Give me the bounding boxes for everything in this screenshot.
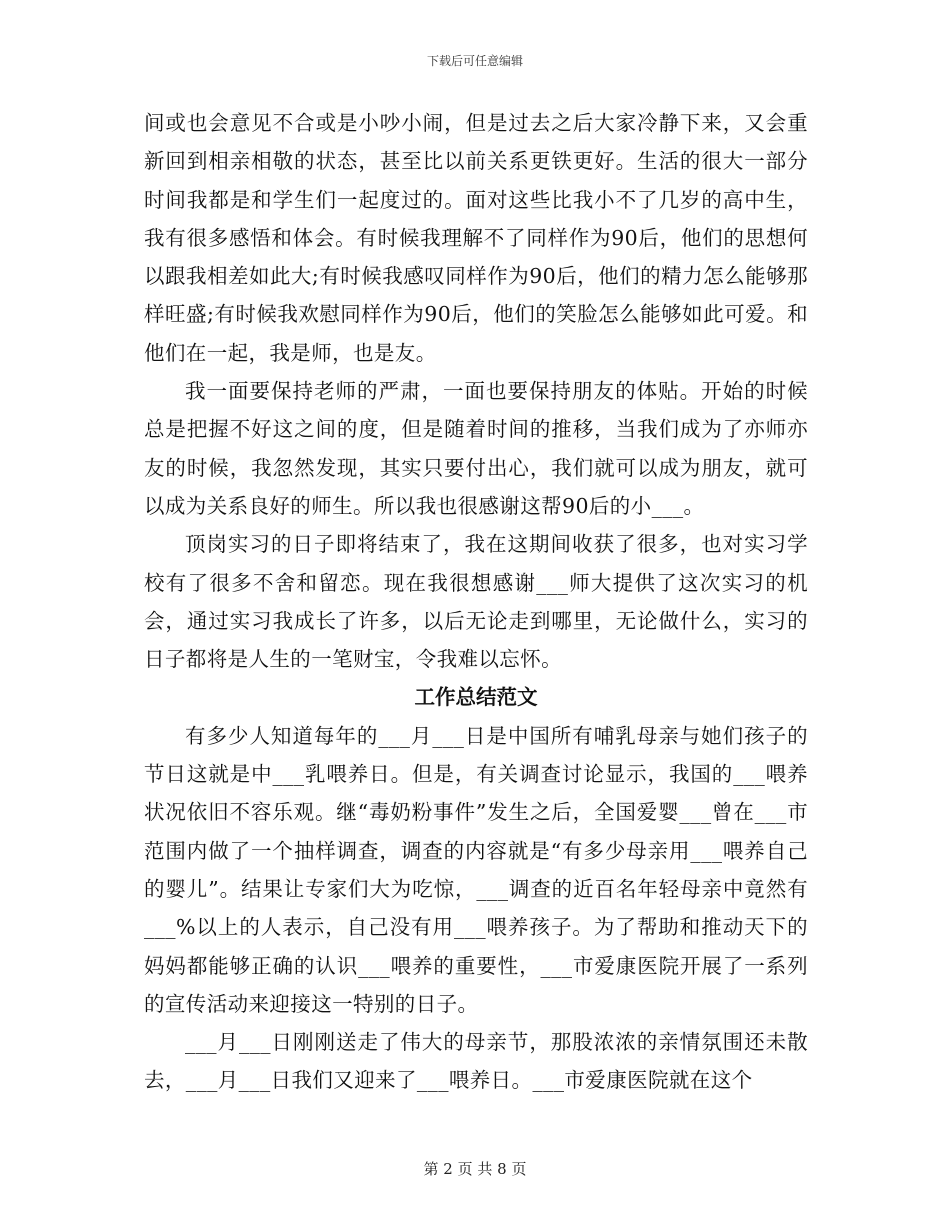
- paragraph-teacher-friend: 我一面要保持老师的严肃，一面也要保持朋友的体贴。开始的时候总是把握不好这之间的度，但是随着时间的推移，当我们成为了亦师亦友的时候，我忽然发现，其实只要付出心，我们就可以成为朋友，就可以成为关系良好的师生。所以我也很感谢这帮90后的小___。: [144, 379, 808, 518]
- paragraph-breastfeeding-day: 有多少人知道每年的___月___日是中国所有哺乳母亲与她们孩子的节日这就是中___乳喂养日。但是，有关调查讨论显示，我国的___喂养状况依旧不容乐观。继“毒奶粉事件”发生之后，全国爱婴___曾在___市范围内做了一个抽样调查，调查的内容就是“有多少母亲用___喂养自己的婴儿”。结果让专家们大为吃惊，___调查的近百名年轻母亲中竟然有___%以上的人表示，自己没有用___喂养孩子。为了帮助和推动天下的妈妈都能够正确的认识___喂养的重要性，___市爱康医院开展了一系列的宣传活动来迎接这一特别的日子。: [144, 723, 808, 1016]
- paragraph-internship-end: 顶岗实习的日子即将结束了，我在这期间收获了很多，也对实习学校有了很多不舍和留恋。现在我很想感谢___师大提供了这次实习的机会，通过实习我成长了许多，以后无论走到哪里，无论做什么，实习的日子都将是人生的一笔财宝，令我难以忘怀。: [144, 532, 808, 672]
- section-title: 工作总结范文: [414, 685, 538, 710]
- paragraph-mothers-day: ___月___日刚刚送走了伟大的母亲节，那股浓浓的亲情氛围还未散去，___月___日我们又迎来了___喂养日。___市爱康医院就在这个: [144, 1030, 808, 1093]
- paragraph-continuation: 间或也会意见不合或是小吵小闹，但是过去之后大家冷静下来，又会重新回到相亲相敬的状态，甚至比以前关系更铁更好。生活的很大一部分时间我都是和学生们一起度过的。面对这些比我小不了几岁的高中生，我有很多感悟和体会。有时候我理解不了同样作为90后，他们的思想何以跟我相差如此大;有时候我感叹同样作为90后，他们的精力怎么能够那样旺盛;有时候我欢慰同样作为90后，他们的笑脸怎么能够如此可爱。和他们在一起，我是师，也是友。: [144, 111, 808, 365]
- page-header: 下载后可任意编辑: [426, 54, 523, 68]
- document-body: [144, 104, 808, 1100]
- page-footer: 第 2 页 共 8 页: [423, 1160, 527, 1178]
